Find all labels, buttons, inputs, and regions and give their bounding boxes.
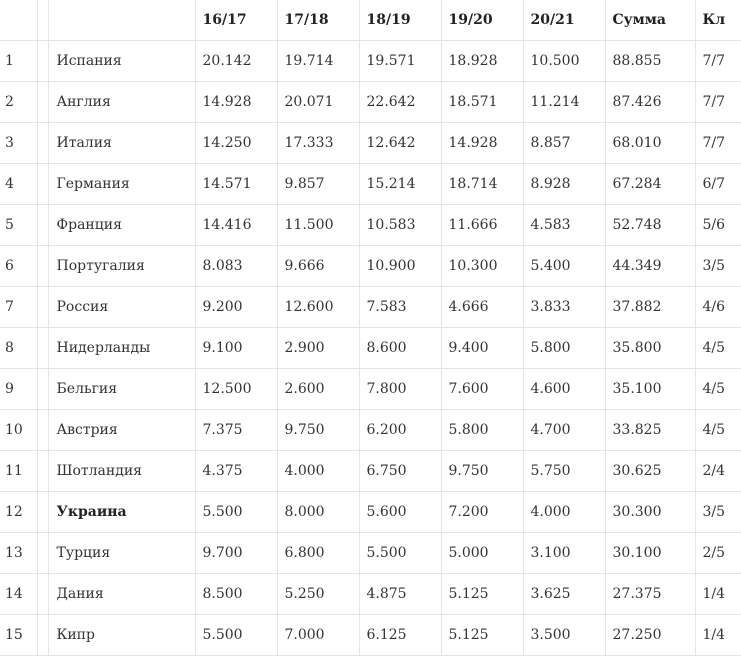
table-row: [0, 410, 741, 451]
cell-season-1819: 15.214: [359, 164, 441, 205]
table-row: [0, 246, 741, 287]
cell-season-1819: 8.600: [359, 328, 441, 369]
cell-country: Франция: [48, 205, 195, 246]
cell-gap: [37, 369, 48, 410]
cell-season-1920: 11.666: [441, 205, 523, 246]
cell-season-1920: 7.600: [441, 369, 523, 410]
cell-country: Германия: [48, 164, 195, 205]
table-row: [0, 328, 741, 369]
cell-rank: 12: [0, 492, 37, 533]
cell-season-1718: 5.250: [277, 574, 359, 615]
cell-season-2021: 3.833: [523, 287, 605, 328]
cell-sum: 30.300: [605, 492, 695, 533]
cell-season-2021: 3.500: [523, 615, 605, 656]
cell-country: Нидерланды: [48, 328, 195, 369]
cell-rank: 5: [0, 205, 37, 246]
cell-season-1718: 9.666: [277, 246, 359, 287]
cell-sum: 33.825: [605, 410, 695, 451]
cell-season-1718: 6.800: [277, 533, 359, 574]
cell-season-2021: 3.625: [523, 574, 605, 615]
table-row: [0, 41, 741, 82]
cell-season-1920: 18.571: [441, 82, 523, 123]
header-season-1819: 18/19: [359, 0, 441, 41]
cell-season-1819: 6.750: [359, 451, 441, 492]
cell-season-1718: 19.714: [277, 41, 359, 82]
cell-clubs: 6/7: [695, 164, 741, 205]
table-row: [0, 574, 741, 615]
cell-clubs: 3/5: [695, 246, 741, 287]
cell-season-1617: 14.250: [195, 123, 277, 164]
cell-rank: 4: [0, 164, 37, 205]
cell-season-1920: 14.928: [441, 123, 523, 164]
cell-season-1617: 9.700: [195, 533, 277, 574]
cell-season-1819: 4.875: [359, 574, 441, 615]
cell-season-1920: 18.928: [441, 41, 523, 82]
cell-clubs: 7/7: [695, 82, 741, 123]
cell-season-1718: 4.000: [277, 451, 359, 492]
cell-season-2021: 10.500: [523, 41, 605, 82]
cell-season-1718: 20.071: [277, 82, 359, 123]
cell-rank: 8: [0, 328, 37, 369]
cell-season-1819: 6.200: [359, 410, 441, 451]
cell-sum: 37.882: [605, 287, 695, 328]
table-row: [0, 82, 741, 123]
cell-gap: [37, 533, 48, 574]
cell-rank: 6: [0, 246, 37, 287]
cell-clubs: 3/5: [695, 492, 741, 533]
cell-country: Россия: [48, 287, 195, 328]
cell-season-1617: 5.500: [195, 492, 277, 533]
cell-season-1617: 20.142: [195, 41, 277, 82]
cell-gap: [37, 492, 48, 533]
cell-sum: 44.349: [605, 246, 695, 287]
cell-rank: 7: [0, 287, 37, 328]
cell-season-1617: 14.416: [195, 205, 277, 246]
header-rank: [0, 0, 37, 41]
cell-sum: 68.010: [605, 123, 695, 164]
cell-country: Бельгия: [48, 369, 195, 410]
cell-season-1920: 5.125: [441, 615, 523, 656]
cell-rank: 11: [0, 451, 37, 492]
cell-rank: 13: [0, 533, 37, 574]
cell-rank: 9: [0, 369, 37, 410]
cell-season-1617: 8.083: [195, 246, 277, 287]
cell-rank: 3: [0, 123, 37, 164]
cell-season-1718: 7.000: [277, 615, 359, 656]
header-season-2021: 20/21: [523, 0, 605, 41]
cell-gap: [37, 328, 48, 369]
cell-country: Австрия: [48, 410, 195, 451]
cell-clubs: 2/5: [695, 533, 741, 574]
cell-season-1617: 9.200: [195, 287, 277, 328]
cell-sum: 87.426: [605, 82, 695, 123]
cell-season-1819: 6.125: [359, 615, 441, 656]
cell-rank: 14: [0, 574, 37, 615]
cell-season-2021: 11.214: [523, 82, 605, 123]
cell-season-2021: 5.400: [523, 246, 605, 287]
cell-country: Шотландия: [48, 451, 195, 492]
cell-season-1819: 10.583: [359, 205, 441, 246]
cell-gap: [37, 82, 48, 123]
table-row: [0, 533, 741, 574]
cell-season-2021: 4.583: [523, 205, 605, 246]
cell-gap: [37, 574, 48, 615]
table-row: [0, 205, 741, 246]
cell-country: Португалия: [48, 246, 195, 287]
cell-season-1718: 11.500: [277, 205, 359, 246]
cell-sum: 35.800: [605, 328, 695, 369]
cell-sum: 30.100: [605, 533, 695, 574]
cell-season-1718: 12.600: [277, 287, 359, 328]
cell-rank: 1: [0, 41, 37, 82]
cell-country: Кипр: [48, 615, 195, 656]
table-row: [0, 492, 741, 533]
cell-season-1617: 4.375: [195, 451, 277, 492]
cell-sum: 52.748: [605, 205, 695, 246]
cell-season-2021: 5.750: [523, 451, 605, 492]
cell-clubs: 4/6: [695, 287, 741, 328]
table-row: [0, 123, 741, 164]
header-country: [48, 0, 195, 41]
cell-clubs: 1/4: [695, 574, 741, 615]
cell-sum: 27.250: [605, 615, 695, 656]
table-row: [0, 369, 741, 410]
cell-season-1920: 5.125: [441, 574, 523, 615]
cell-rank: 2: [0, 82, 37, 123]
cell-gap: [37, 451, 48, 492]
cell-clubs: 7/7: [695, 123, 741, 164]
cell-season-1920: 5.800: [441, 410, 523, 451]
table-row: [0, 451, 741, 492]
cell-season-1718: 2.900: [277, 328, 359, 369]
header-gap: [37, 0, 48, 41]
cell-sum: 30.625: [605, 451, 695, 492]
cell-country: Дания: [48, 574, 195, 615]
cell-season-1819: 19.571: [359, 41, 441, 82]
cell-season-2021: 4.600: [523, 369, 605, 410]
cell-gap: [37, 41, 48, 82]
cell-season-1617: 5.500: [195, 615, 277, 656]
cell-season-1920: 5.000: [441, 533, 523, 574]
cell-sum: 27.375: [605, 574, 695, 615]
cell-gap: [37, 410, 48, 451]
cell-gap: [37, 205, 48, 246]
cell-season-1718: 8.000: [277, 492, 359, 533]
cell-gap: [37, 164, 48, 205]
cell-season-2021: 8.857: [523, 123, 605, 164]
cell-season-1920: 18.714: [441, 164, 523, 205]
cell-country: Испания: [48, 41, 195, 82]
cell-season-1617: 14.571: [195, 164, 277, 205]
cell-season-1920: 9.400: [441, 328, 523, 369]
cell-clubs: 4/5: [695, 328, 741, 369]
header-sum: Сумма: [605, 0, 695, 41]
cell-season-1718: 9.857: [277, 164, 359, 205]
cell-season-1718: 17.333: [277, 123, 359, 164]
table-row: [0, 164, 741, 205]
cell-rank: 10: [0, 410, 37, 451]
cell-clubs: 1/4: [695, 615, 741, 656]
cell-season-1920: 10.300: [441, 246, 523, 287]
cell-rank: 15: [0, 615, 37, 656]
cell-country: Турция: [48, 533, 195, 574]
cell-season-1718: 9.750: [277, 410, 359, 451]
cell-gap: [37, 287, 48, 328]
cell-sum: 67.284: [605, 164, 695, 205]
header-season-1718: 17/18: [277, 0, 359, 41]
cell-clubs: 5/6: [695, 205, 741, 246]
cell-country: Италия: [48, 123, 195, 164]
cell-clubs: 4/5: [695, 410, 741, 451]
cell-clubs: 2/4: [695, 451, 741, 492]
cell-season-2021: 3.100: [523, 533, 605, 574]
table-row: [0, 287, 741, 328]
cell-season-1718: 2.600: [277, 369, 359, 410]
cell-season-1819: 10.900: [359, 246, 441, 287]
cell-gap: [37, 615, 48, 656]
cell-season-2021: 4.700: [523, 410, 605, 451]
cell-gap: [37, 246, 48, 287]
header-row: [0, 0, 741, 41]
header-clubs: Кл: [695, 0, 741, 41]
header-season-1617: 16/17: [195, 0, 277, 41]
cell-season-1920: 4.666: [441, 287, 523, 328]
cell-season-2021: 5.800: [523, 328, 605, 369]
cell-season-1920: 9.750: [441, 451, 523, 492]
cell-season-1617: 7.375: [195, 410, 277, 451]
cell-season-1617: 9.100: [195, 328, 277, 369]
cell-season-1617: 8.500: [195, 574, 277, 615]
cell-season-1617: 12.500: [195, 369, 277, 410]
cell-country: Украина: [48, 492, 195, 533]
cell-country: Англия: [48, 82, 195, 123]
cell-season-1617: 14.928: [195, 82, 277, 123]
cell-season-2021: 8.928: [523, 164, 605, 205]
cell-sum: 35.100: [605, 369, 695, 410]
cell-season-1819: 5.500: [359, 533, 441, 574]
cell-season-1819: 7.800: [359, 369, 441, 410]
cell-season-1819: 22.642: [359, 82, 441, 123]
cell-season-1920: 7.200: [441, 492, 523, 533]
cell-clubs: 4/5: [695, 369, 741, 410]
cell-gap: [37, 123, 48, 164]
cell-season-1819: 12.642: [359, 123, 441, 164]
table-row: [0, 615, 741, 656]
header-season-1920: 19/20: [441, 0, 523, 41]
cell-season-2021: 4.000: [523, 492, 605, 533]
cell-season-1819: 7.583: [359, 287, 441, 328]
cell-season-1819: 5.600: [359, 492, 441, 533]
cell-clubs: 7/7: [695, 41, 741, 82]
cell-sum: 88.855: [605, 41, 695, 82]
